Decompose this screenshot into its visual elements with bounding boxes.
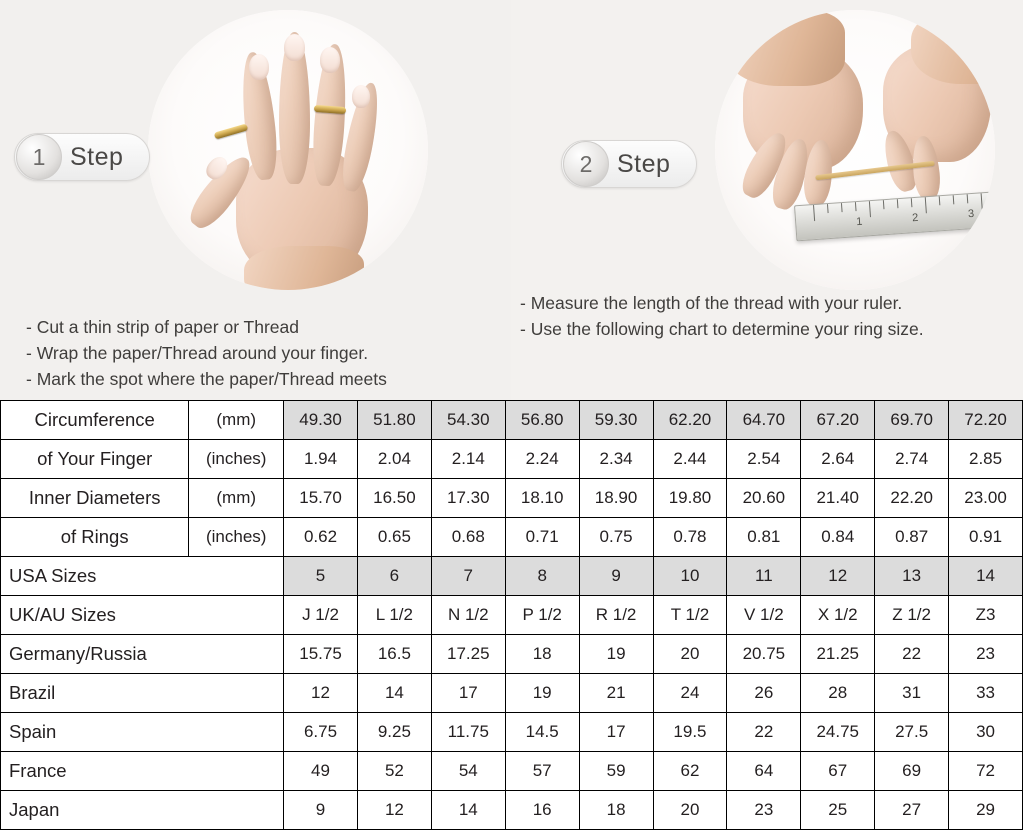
- cell: 11: [727, 557, 801, 596]
- step-1-number: 1: [16, 134, 62, 180]
- wrist: [244, 246, 364, 290]
- cell: 24: [653, 674, 727, 713]
- cell: Z3: [949, 596, 1023, 635]
- cell: 0.62: [284, 518, 358, 557]
- cell: 54.30: [431, 401, 505, 440]
- ruler-tick: [939, 196, 941, 205]
- cell: 0.71: [505, 518, 579, 557]
- cell: 0.75: [579, 518, 653, 557]
- cell: 52: [357, 752, 431, 791]
- cell: 56.80: [505, 401, 579, 440]
- cell: 31: [875, 674, 949, 713]
- cell: 27.5: [875, 713, 949, 752]
- cell: 14: [431, 791, 505, 830]
- cell: 0.91: [949, 518, 1023, 557]
- cell: 18.10: [505, 479, 579, 518]
- ruler-tick: [827, 204, 829, 213]
- cell: 0.78: [653, 518, 727, 557]
- cell: 27: [875, 791, 949, 830]
- table-row: [1, 635, 1023, 674]
- hand-measuring-thread-with-ruler-photo: [715, 10, 995, 290]
- cell: 15.70: [284, 479, 358, 518]
- row-label-brazil: Brazil: [1, 674, 284, 713]
- row-label-usa-sizes: USA Sizes: [1, 557, 284, 596]
- cell: 23.00: [949, 479, 1023, 518]
- row-label-japan: Japan: [1, 791, 284, 830]
- ruler-tick: [897, 199, 899, 208]
- cell: 49.30: [284, 401, 358, 440]
- cell: 25: [801, 791, 875, 830]
- cell: 2.04: [357, 440, 431, 479]
- cell: 69: [875, 752, 949, 791]
- cell: 28: [801, 674, 875, 713]
- table-row: [1, 791, 1023, 830]
- row-unit-inches: (inches): [189, 440, 284, 479]
- cell: 18: [505, 635, 579, 674]
- cell: 0.65: [357, 518, 431, 557]
- cell: 0.87: [875, 518, 949, 557]
- cell: 29: [949, 791, 1023, 830]
- cell: 5: [284, 557, 358, 596]
- cell: 0.84: [801, 518, 875, 557]
- cell: 26: [727, 674, 801, 713]
- table-row: [1, 440, 1023, 479]
- ruler-tick: [967, 194, 969, 203]
- ruler-tick: [869, 201, 871, 217]
- index-nail: [249, 54, 269, 80]
- cell: 14.5: [505, 713, 579, 752]
- steps-section: [0, 0, 1023, 400]
- table-row: [1, 674, 1023, 713]
- ruler-number-2: 2: [911, 211, 919, 225]
- cell: 20.75: [727, 635, 801, 674]
- cell: 22: [875, 635, 949, 674]
- cell: 18: [579, 791, 653, 830]
- cell: J 1/2: [284, 596, 358, 635]
- cell: 62.20: [653, 401, 727, 440]
- cell: 20.60: [727, 479, 801, 518]
- cell: P 1/2: [505, 596, 579, 635]
- cell: 6.75: [284, 713, 358, 752]
- cell: 6: [357, 557, 431, 596]
- table-row: [1, 401, 1023, 440]
- cell: 19.5: [653, 713, 727, 752]
- ruler-number-3: 3: [967, 207, 975, 221]
- cell: 23: [727, 791, 801, 830]
- cell: 19: [579, 635, 653, 674]
- cell: 9: [284, 791, 358, 830]
- cell: 67.20: [801, 401, 875, 440]
- row-label-france: France: [1, 752, 284, 791]
- cell: 12: [801, 557, 875, 596]
- cell: N 1/2: [431, 596, 505, 635]
- step-2-bullet-2: - Use the following chart to determine your ring size.: [520, 319, 924, 339]
- cell: 54: [431, 752, 505, 791]
- cell: 20: [653, 791, 727, 830]
- cell: 21.40: [801, 479, 875, 518]
- cell: 57: [505, 752, 579, 791]
- cell: 10: [653, 557, 727, 596]
- cell: 17.30: [431, 479, 505, 518]
- cell: 15.75: [284, 635, 358, 674]
- middle-nail: [284, 34, 305, 61]
- cell: 21.25: [801, 635, 875, 674]
- cell: 20: [653, 635, 727, 674]
- cell: L 1/2: [357, 596, 431, 635]
- table-row: [1, 479, 1023, 518]
- cell: 0.81: [727, 518, 801, 557]
- cell: 16: [505, 791, 579, 830]
- cell: 19.80: [653, 479, 727, 518]
- step-2-number: 2: [563, 141, 609, 187]
- step-1-bullet-2: - Wrap the paper/Thread around your finger.: [26, 343, 369, 363]
- step-2-bullet-1: - Measure the length of the thread with your ruler.: [520, 293, 903, 313]
- cell: 18.90: [579, 479, 653, 518]
- step-1-bullet-3: - Mark the spot where the paper/Thread meets: [26, 369, 387, 389]
- cell: 2.44: [653, 440, 727, 479]
- row-unit-mm-2: (mm): [189, 479, 284, 518]
- ring-finger-nail: [320, 47, 340, 73]
- step-1-badge: [14, 133, 150, 181]
- row-label-circumference-2: of Your Finger: [1, 440, 189, 479]
- row-label-spain: Spain: [1, 713, 284, 752]
- ruler-tick: [981, 193, 983, 209]
- cell: 22: [727, 713, 801, 752]
- cell: 14: [357, 674, 431, 713]
- step-2-instructions: [520, 290, 924, 342]
- step-2-badge: [561, 140, 697, 188]
- cell: 2.24: [505, 440, 579, 479]
- row-label-inner-diameters: Inner Diameters: [1, 479, 189, 518]
- cell: 17: [431, 674, 505, 713]
- cell: 24.75: [801, 713, 875, 752]
- left-forearm: [725, 10, 845, 86]
- cell: 12: [357, 791, 431, 830]
- step-1-instructions: [26, 314, 387, 392]
- row-label-uk-au-sizes: UK/AU Sizes: [1, 596, 284, 635]
- cell: Z 1/2: [875, 596, 949, 635]
- cell: 51.80: [357, 401, 431, 440]
- row-label-inner-diameters-2: of Rings: [1, 518, 189, 557]
- cell: 11.75: [431, 713, 505, 752]
- cell: 72: [949, 752, 1023, 791]
- ruler-tick: [925, 197, 927, 213]
- table-row: [1, 557, 1023, 596]
- row-unit-inches-2: (inches): [189, 518, 284, 557]
- row-label-circumference: Circumference: [1, 401, 189, 440]
- cell: 22.20: [875, 479, 949, 518]
- cell: 62: [653, 752, 727, 791]
- ruler-tick: [883, 200, 885, 209]
- ruler-tick: [911, 198, 913, 207]
- cell: 16.5: [357, 635, 431, 674]
- ruler-tick: [813, 205, 815, 221]
- cell: 16.50: [357, 479, 431, 518]
- ring-size-table: [0, 400, 1023, 830]
- hand-with-thread-photo: [148, 10, 428, 290]
- pinky-nail: [352, 85, 370, 108]
- ruler-tick: [841, 203, 843, 212]
- cell: 13: [875, 557, 949, 596]
- cell: 67: [801, 752, 875, 791]
- step-1-bullet-1: - Cut a thin strip of paper or Thread: [26, 317, 300, 337]
- cell: 19: [505, 674, 579, 713]
- cell: 2.54: [727, 440, 801, 479]
- ruler-number-1: 1: [855, 215, 863, 229]
- cell: 17: [579, 713, 653, 752]
- cell: 2.14: [431, 440, 505, 479]
- ruler-tick: [953, 195, 955, 204]
- cell: 8: [505, 557, 579, 596]
- table-row: [1, 596, 1023, 635]
- cell: 17.25: [431, 635, 505, 674]
- step-1-panel: [0, 0, 511, 400]
- cell: 33: [949, 674, 1023, 713]
- row-label-germany-russia: Germany/Russia: [1, 635, 284, 674]
- cell: 23: [949, 635, 1023, 674]
- cell: 14: [949, 557, 1023, 596]
- cell: 2.74: [875, 440, 949, 479]
- cell: 9.25: [357, 713, 431, 752]
- table-row: [1, 752, 1023, 791]
- cell: 2.34: [579, 440, 653, 479]
- step-1-word: Step: [70, 142, 124, 171]
- cell: 2.64: [801, 440, 875, 479]
- ruler-tick: [855, 202, 857, 211]
- cell: R 1/2: [579, 596, 653, 635]
- right-forearm: [911, 10, 995, 84]
- row-unit-mm: (mm): [189, 401, 284, 440]
- cell: 30: [949, 713, 1023, 752]
- step-2-word: Step: [617, 149, 671, 178]
- cell: 12: [284, 674, 358, 713]
- cell: 7: [431, 557, 505, 596]
- cell: 59.30: [579, 401, 653, 440]
- cell: 2.85: [949, 440, 1023, 479]
- cell: 64.70: [727, 401, 801, 440]
- cell: 59: [579, 752, 653, 791]
- cell: 64: [727, 752, 801, 791]
- cell: 9: [579, 557, 653, 596]
- cell: 69.70: [875, 401, 949, 440]
- table-row: [1, 518, 1023, 557]
- cell: 49: [284, 752, 358, 791]
- cell: T 1/2: [653, 596, 727, 635]
- cell: 0.68: [431, 518, 505, 557]
- cell: 1.94: [284, 440, 358, 479]
- cell: 21: [579, 674, 653, 713]
- cell: V 1/2: [727, 596, 801, 635]
- table-row: [1, 713, 1023, 752]
- cell: 72.20: [949, 401, 1023, 440]
- cell: X 1/2: [801, 596, 875, 635]
